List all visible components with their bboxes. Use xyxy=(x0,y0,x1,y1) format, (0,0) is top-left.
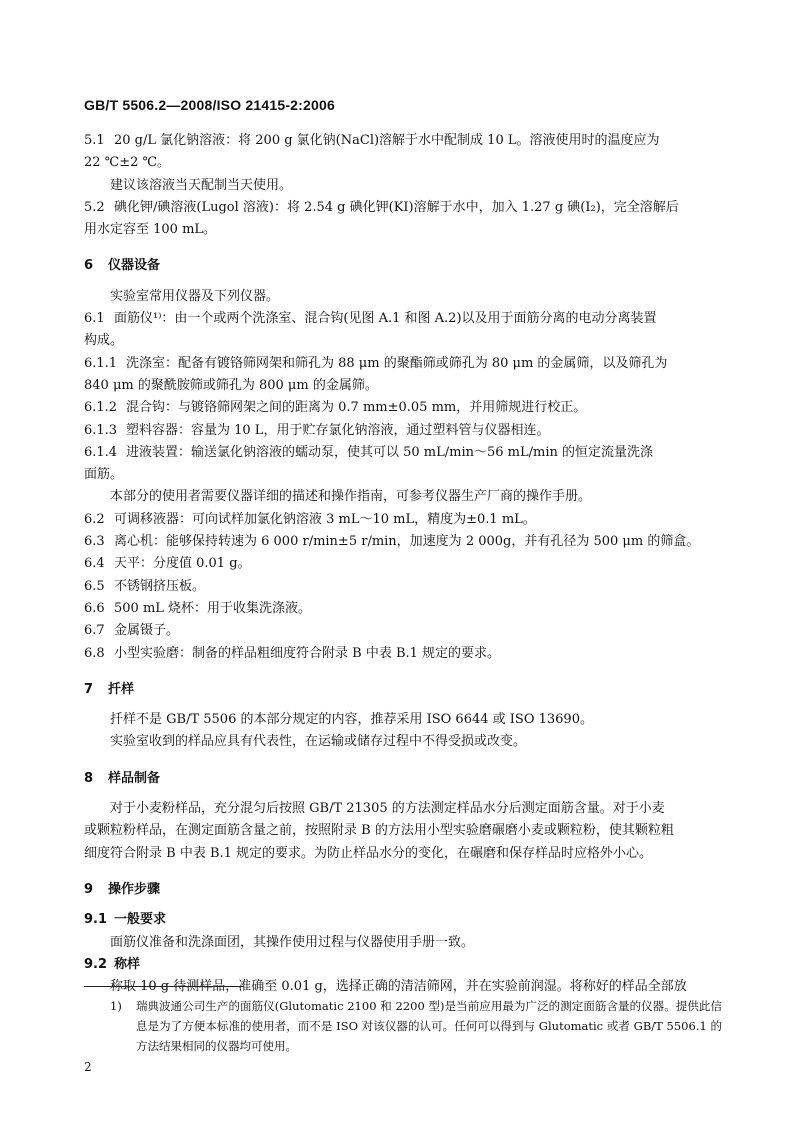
clause-number: 6.2 xyxy=(84,511,105,527)
clause-text: 可调移液器：可向试样加氯化钠溶液 3 mL～10 mL，精度为±0.1 mL。 xyxy=(114,511,536,527)
clause-6-1-2 xyxy=(84,397,722,419)
section-title: 仪器设备 xyxy=(108,258,161,274)
clause-number: 5.1 xyxy=(84,133,105,148)
document-body xyxy=(84,130,722,998)
clause-number: 6.6 xyxy=(84,600,105,616)
clause-number: 6.1.2 xyxy=(84,400,118,416)
section-number: 6 xyxy=(84,258,94,274)
clause-9-1-text: 面筋仪准备和洗涤面团，其操作使用过程与仪器使用手册一致。 xyxy=(110,934,475,950)
standard-header: GB/T 5506.2—2008/ISO 21415-2:2006 xyxy=(84,97,335,113)
section-8-line-1: 对于小麦粉样品，充分混匀后按照 GB/T 21305 的方法测定样品水分后测定面筋含量。对于小麦 xyxy=(110,801,665,817)
section-number: 9 xyxy=(84,881,94,897)
clause-text: 混合钩：与镀铬筛网架之间的距离为 0.7 mm±0.05 mm，并用筛规进行校正。 xyxy=(126,400,587,416)
clause-text: 500 mL 烧杯：用于收集洗涤液。 xyxy=(114,600,312,616)
section-6-heading xyxy=(84,255,722,277)
section-7-para-1: 扦样不是 GB/T 5506 的本部分规定的内容，推荐采用 ISO 6644 或 ISO 13690。 xyxy=(110,712,593,728)
section-6-note: 本部分的使用者需要仪器详细的描述和操作指南，可参考仪器生产厂商的操作手册。 xyxy=(110,489,592,505)
clause-number: 6.1.4 xyxy=(84,444,118,460)
section-title: 扦样 xyxy=(108,681,135,697)
clause-9-1-heading xyxy=(84,909,722,931)
clause-number: 9.2 xyxy=(84,956,108,972)
clause-text: 离心机：能够保持转速为 6 000 r/min±5 r/min，加速度为 2 000g，并有孔径为 500 μm 的筛盒。 xyxy=(114,534,700,550)
clause-number: 6.1.3 xyxy=(84,422,118,438)
clause-text: 不锈钢挤压板。 xyxy=(114,578,206,594)
section-title: 操作步骤 xyxy=(108,881,161,897)
clause-number: 6.8 xyxy=(84,645,105,661)
clause-5-1-note: 建议该溶液当天配制当天使用。 xyxy=(110,177,293,193)
clause-5-2 xyxy=(84,197,722,219)
clause-6-1-1-cont: 840 μm 的聚酰胺筛或筛孔为 800 μm 的金属筛。 xyxy=(84,377,378,393)
clause-text: 碘化钾/碘溶液(Lugol 溶液)：将 2.54 g 碘化钾(KI)溶解于水中，加入 1.27 g 碘(I₂)，完全溶解后 xyxy=(114,199,679,215)
clause-number: 9.1 xyxy=(84,912,108,928)
clause-text: 进液装置：输送氯化钠溶液的蠕动泵，使其可以 50 mL/min～56 mL/min 的恒定流量洗涤 xyxy=(126,444,654,460)
clause-9-2-heading xyxy=(84,954,722,976)
clause-text: 天平：分度值 0.01 g。 xyxy=(114,556,251,572)
footnote-divider xyxy=(84,986,244,987)
clause-6-1-4-cont: 面筋。 xyxy=(84,467,124,483)
clause-number: 6.7 xyxy=(84,623,105,639)
section-number: 7 xyxy=(84,681,94,697)
clause-number: 6.5 xyxy=(84,578,105,594)
clause-6-8 xyxy=(84,643,722,665)
clause-6-1-4 xyxy=(84,442,722,464)
clause-6-4 xyxy=(84,553,722,575)
clause-text: 洗涤室：配备有镀铬筛网架和筛孔为 88 μm 的聚酯筛或筛孔为 80 μm 的金属筛，以及筛孔为 xyxy=(126,355,668,371)
section-7-para-2: 实验室收到的样品应具有代表性，在运输或储存过程中不得受损或改变。 xyxy=(110,734,527,750)
clause-6-5 xyxy=(84,576,722,598)
footnote xyxy=(110,996,722,1056)
clause-number: 6.3 xyxy=(84,534,105,550)
section-7-heading xyxy=(84,679,722,701)
section-8-line-3: 细度符合附录 B 中表 B.1 规定的要求。为防止样品水分的变化，在碾磨和保存样品时应格外小心。 xyxy=(84,845,653,861)
clause-5-1 xyxy=(84,130,722,152)
footnote-text: 瑞典波通公司生产的面筋仪(Glutomatic 2100 和 2200 型)是当前应用最为广泛的测定面筋含量的仪器。提供此信息是为了方便本标准的使用者，而不是 ISO 对该仪器的认可。任何可以得到与 Glutomatic 或者 GB/T 5506.1 的方法结果相同的仪器均可使用。 xyxy=(136,999,722,1053)
clause-9-2-text: 称取 10 g 待测样品，准确至 0.01 g，选择正确的清洁筛网，并在实验前润湿。将称好的样品全部放 xyxy=(110,979,687,995)
clause-title: 称样 xyxy=(114,956,141,972)
clause-text: 20 g/L 氯化钠溶液：将 200 g 氯化钠(NaCl)溶解于水中配制成 10 L。溶液使用时的温度应为 xyxy=(114,133,660,148)
clause-6-3 xyxy=(84,531,722,553)
clause-number: 6.1.1 xyxy=(84,355,118,371)
section-8-line-2: 或颗粒粉样品，在测定面筋含量之前，按照附录 B 的方法用小型实验磨碾磨小麦或颗粒粉，使其颗粒粗 xyxy=(84,823,674,839)
clause-6-2 xyxy=(84,509,722,531)
section-8-heading xyxy=(84,768,722,790)
clause-number: 6.4 xyxy=(84,556,105,572)
section-number: 8 xyxy=(84,770,94,786)
clause-6-1-cont: 构成。 xyxy=(84,333,124,349)
clause-text: 塑料容器：容量为 10 L，用于贮存氯化钠溶液，通过塑料管与仪器相连。 xyxy=(126,422,550,438)
footnote-number: 1) xyxy=(110,999,122,1013)
clause-number: 6.1 xyxy=(84,311,105,327)
clause-6-1 xyxy=(84,308,722,330)
clause-6-6 xyxy=(84,598,722,620)
section-6-intro: 实验室常用仪器及下列仪器。 xyxy=(110,288,280,304)
clause-title: 一般要求 xyxy=(114,912,167,928)
clause-6-1-1 xyxy=(84,353,722,375)
clause-text: 金属镊子。 xyxy=(114,623,180,639)
clause-number: 5.2 xyxy=(84,199,105,215)
page-number: 2 xyxy=(84,1060,92,1074)
clause-text: 面筋仪¹⁾：由一个或两个洗涤室、混合钩(见图 A.1 和图 A.2)以及用于面筋分离的电动分离装置 xyxy=(114,311,657,327)
clause-6-7 xyxy=(84,620,722,642)
clause-5-1-cont: 22 ℃±2 ℃。 xyxy=(84,155,171,171)
clause-6-1-3 xyxy=(84,420,722,442)
section-9-heading xyxy=(84,879,722,901)
clause-5-2-cont: 用水定容至 100 mL。 xyxy=(84,222,217,238)
clause-text: 小型实验磨：制备的样品粗细度符合附录 B 中表 B.1 规定的要求。 xyxy=(114,645,501,661)
section-title: 样品制备 xyxy=(108,770,161,786)
